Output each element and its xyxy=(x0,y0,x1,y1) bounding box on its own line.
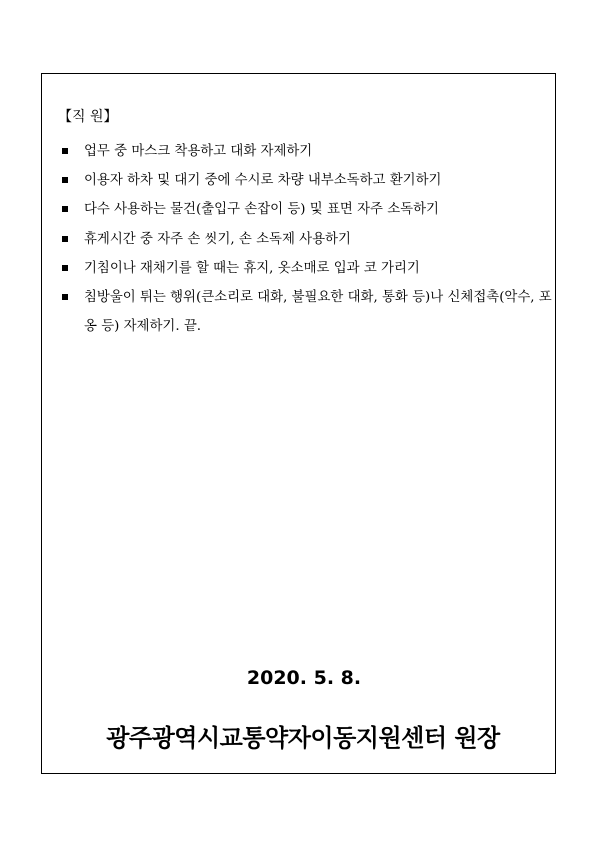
list-item xyxy=(62,254,552,283)
list-item xyxy=(62,283,552,341)
issuer-signature: 광주광역시교통약자이동지원센터 원장 xyxy=(106,724,500,752)
list-item xyxy=(62,166,552,195)
list-item xyxy=(62,137,552,166)
list-item-text: 휴게시간 중 자주 손 씻기, 손 소독제 사용하기 xyxy=(84,231,351,247)
square-bullet-icon xyxy=(62,265,68,271)
list-item-text: 다수 사용하는 물건(출입구 손잡이 등) 및 표면 자주 소독하기 xyxy=(84,202,439,218)
document-date: 2020. 5. 8. xyxy=(246,667,362,689)
square-bullet-icon xyxy=(62,177,68,183)
guideline-list xyxy=(62,137,552,341)
list-item-text: 업무 중 마스크 착용하고 대화 자제하기 xyxy=(84,144,313,159)
list-item xyxy=(62,225,552,254)
square-bullet-icon xyxy=(62,148,68,154)
list-item-text: 침방울이 튀는 행위(큰소리로 대화, 불필요한 대화, 통화 등)나 신체접촉(악수, 포옹 등) 자제하기. 끝. xyxy=(84,290,552,335)
square-bullet-icon xyxy=(62,294,68,300)
square-bullet-icon xyxy=(62,206,68,212)
square-bullet-icon xyxy=(62,236,68,242)
list-item xyxy=(62,195,552,224)
list-item-text: 기침이나 재채기를 할 때는 휴지, 옷소매로 입과 코 가리기 xyxy=(84,260,420,276)
list-item-text: 이용자 하차 및 대기 중에 수시로 차량 내부소독하고 환기하기 xyxy=(84,173,442,189)
section-header: 【직 원】 xyxy=(58,109,118,125)
